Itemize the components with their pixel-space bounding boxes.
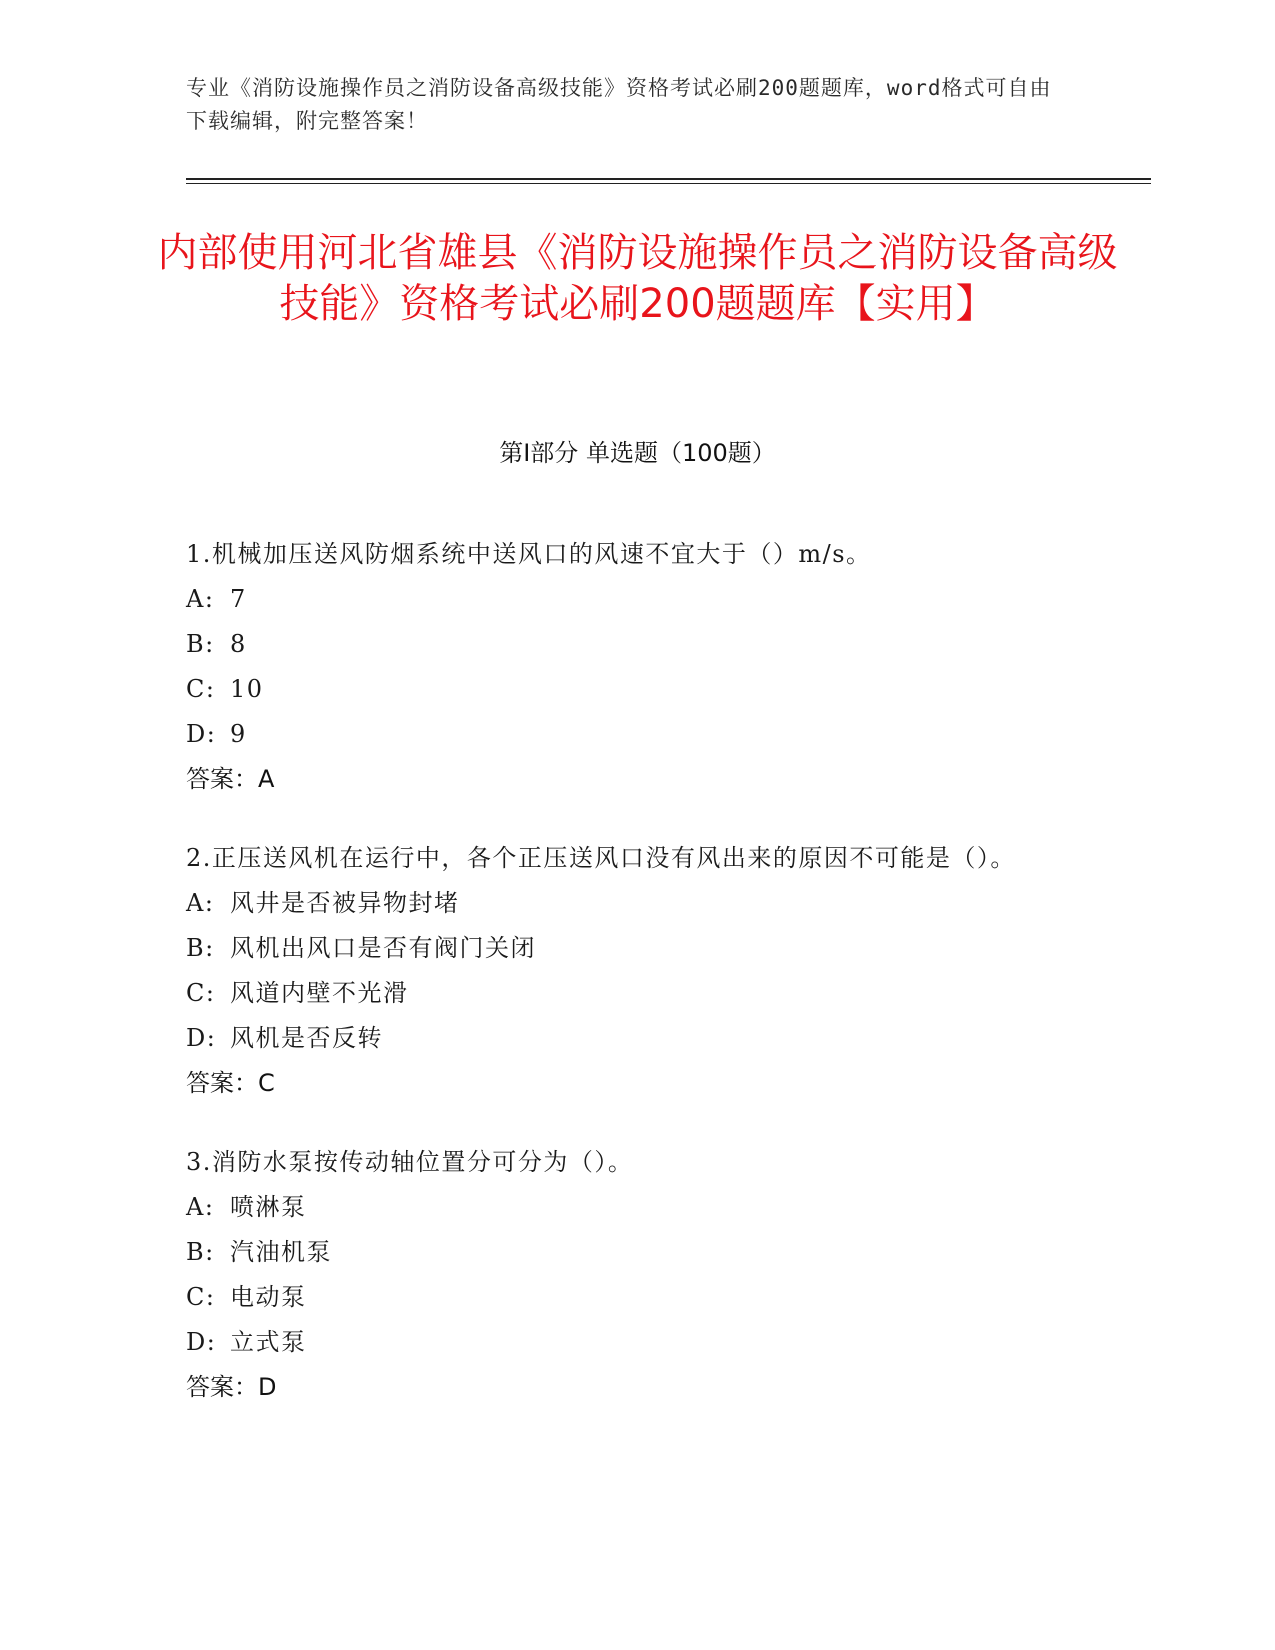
option-b	[186, 1230, 1066, 1275]
option-d	[186, 712, 1066, 757]
question-list	[186, 532, 1066, 1444]
question-2	[186, 836, 1066, 1106]
option-text: 9	[230, 720, 247, 748]
option-key: B:	[186, 934, 215, 962]
option-key: A:	[186, 1193, 215, 1221]
option-key: C:	[186, 675, 216, 703]
option-text: 10	[230, 675, 264, 703]
answer: 答案：D	[186, 1373, 277, 1401]
option-d	[186, 1016, 1066, 1061]
option-key: C:	[186, 1283, 216, 1311]
option-text: 风机出风口是否有阀门关闭	[230, 934, 536, 962]
option-text: 汽油机泵	[230, 1238, 332, 1266]
option-c	[186, 1275, 1066, 1320]
option-key: A:	[186, 585, 215, 613]
option-key: B:	[186, 1238, 215, 1266]
option-text: 风道内壁不光滑	[230, 979, 409, 1007]
option-text: 立式泵	[230, 1328, 307, 1356]
option-text: 7	[230, 585, 247, 613]
option-key: A:	[186, 889, 215, 917]
option-text: 风井是否被异物封堵	[230, 889, 460, 917]
section-title: 第I部分 单选题（100题）	[499, 439, 776, 467]
question-3	[186, 1140, 1066, 1410]
option-b	[186, 622, 1066, 667]
option-a	[186, 1185, 1066, 1230]
option-key: D:	[186, 720, 217, 748]
option-key: D:	[186, 1328, 217, 1356]
question-stem: 3.消防水泵按传动轴位置分可分为（）。	[186, 1148, 634, 1176]
option-c	[186, 971, 1066, 1016]
option-text: 风机是否反转	[230, 1024, 383, 1052]
option-key: B:	[186, 630, 215, 658]
option-c	[186, 667, 1066, 712]
header-rule-thick	[186, 178, 1151, 180]
option-key: D:	[186, 1024, 217, 1052]
header-note: 专业《消防设施操作员之消防设备高级技能》资格考试必刷200题题库，word格式可自由下载编辑，附完整答案！	[186, 76, 1052, 133]
option-text: 电动泵	[230, 1283, 307, 1311]
option-b	[186, 926, 1066, 971]
option-key: C:	[186, 979, 216, 1007]
option-text: 8	[230, 630, 247, 658]
answer: 答案：A	[186, 765, 275, 793]
option-d	[186, 1320, 1066, 1365]
question-1	[186, 532, 1066, 802]
question-stem: 2.正压送风机在运行中，各个正压送风口没有风出来的原因不可能是（）。	[186, 844, 1016, 872]
option-a	[186, 577, 1066, 622]
question-stem: 1.机械加压送风防烟系统中送风口的风速不宜大于（）m/s。	[186, 540, 872, 568]
header-rule-thin	[186, 183, 1151, 184]
option-a	[186, 881, 1066, 926]
option-text: 喷淋泵	[230, 1193, 307, 1221]
document-title: 内部使用河北省雄县《消防设施操作员之消防设备高级技能》资格考试必刷200题题库【实用】	[157, 230, 1118, 327]
answer: 答案：C	[186, 1069, 275, 1097]
